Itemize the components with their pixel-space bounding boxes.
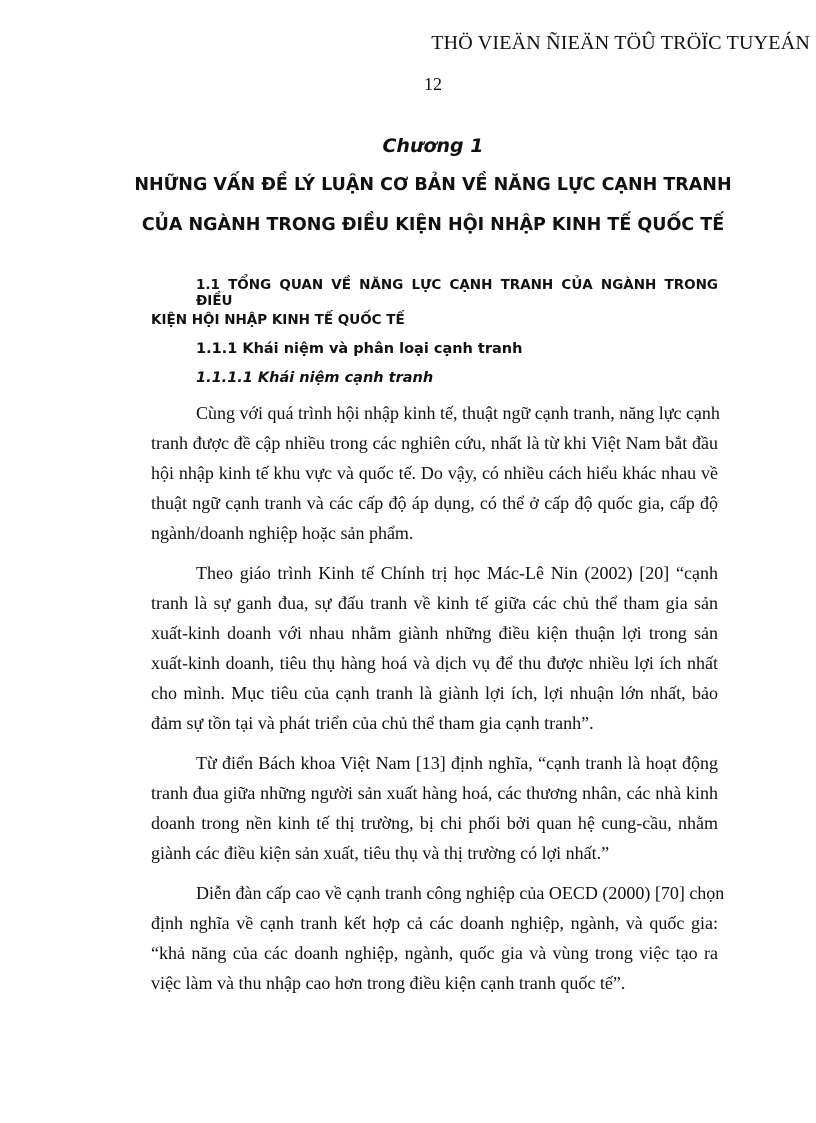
paragraph-line: thuật ngữ cạnh tranh và các cấp độ áp dụng, có thể ở cấp độ quốc gia, cấp độ [151,493,718,513]
paragraph-line: định nghĩa về cạnh tranh kết hợp cả các doanh nghiệp, ngành, và quốc gia: [151,913,718,933]
paragraph [151,878,725,998]
paragraph-line: tranh đua giữa những người sản xuất hàng hoá, các thương nhân, các nhà kinh [151,783,718,803]
body-text [151,398,725,1008]
library-header: THÖ VIEÄN ÑIEÄN TÖÛ TRÖÏC TUYEÁN [431,32,810,54]
paragraph [151,398,718,548]
paragraph [151,748,718,868]
paragraph-line: xuất-kinh doanh, tiêu thụ hàng hoá và dịch vụ để thu được nhiều lợi ích nhất [151,653,718,673]
paragraph-line: giành các điều kiện sản xuất, tiêu thụ và thị trường có lợi nhất.” [151,843,610,863]
paragraph-line: tranh được đề cập nhiều trong các nghiên cứu, nhất là từ khi Việt Nam bắt đầu [151,433,718,453]
chapter-title-line: NHỮNG VẤN ĐỀ LÝ LUẬN CƠ BẢN VỀ NĂNG LỰC CẠNH TRANH [134,175,732,195]
paragraph-line: tranh là sự ganh đua, sự đấu tranh về kinh tế giữa các chủ thể tham gia sản [151,593,718,613]
section-heading-line: KIỆN HỘI NHẬP KINH TẾ QUỐC TẾ [151,312,405,328]
section-heading-line: 1.1 TỔNG QUAN VỀ NĂNG LỰC CẠNH TRANH CỦA NGÀNH TRONG ĐIỀU [196,277,718,309]
paragraph-line: hội nhập kinh tế khu vực và quốc tế. Do vậy, có nhiều cách hiểu khác nhau về [151,463,718,483]
paragraph [151,558,718,738]
paragraph-line: Từ điển Bách khoa Việt Nam [13] định nghĩa, “cạnh tranh là hoạt động [196,753,718,773]
chapter-title-line: CỦA NGÀNH TRONG ĐIỀU KIỆN HỘI NHẬP KINH TẾ QUỐC TẾ [141,215,725,235]
paragraph-line: Theo giáo trình Kinh tế Chính trị học Mác-Lê Nin (2002) [20] “cạnh [196,563,718,583]
paragraph-line: xuất-kinh doanh với nhau nhằm giành những điều kiện thuận lợi trong sản [151,623,718,643]
paragraph-line: doanh trong nền kinh tế thị trường, bị chi phối bởi quan hệ cung-cầu, nhằm [151,813,718,833]
subsection-heading: 1.1.1 Khái niệm và phân loại cạnh tranh [196,341,523,357]
page-number: 12 [424,74,442,94]
paragraph-line: Cùng với quá trình hội nhập kinh tế, thuật ngữ cạnh tranh, năng lực cạnh [196,403,720,423]
subsubsection-heading: 1.1.1.1 Khái niệm cạnh tranh [196,370,434,386]
paragraph-line: “khả năng của các doanh nghiệp, ngành, quốc gia và vùng trong việc tạo ra [151,943,718,963]
paragraph-line: cho mình. Mục tiêu của cạnh tranh là giành lợi ích, lợi nhuận lớn nhất, bảo [151,683,718,703]
paragraph-line: ngành/doanh nghiệp hoặc sản phẩm. [151,523,414,543]
paragraph-line: đảm sự tồn tại và phát triển của chủ thể tham gia cạnh tranh”. [151,713,594,733]
paragraph-line: việc làm và thu nhập cao hơn trong điều kiện cạnh tranh quốc tế”. [151,973,626,993]
paragraph-line: Diễn đàn cấp cao về cạnh tranh công nghiệp của OECD (2000) [70] chọn [196,883,725,903]
chapter-label: Chương 1 [382,135,484,157]
